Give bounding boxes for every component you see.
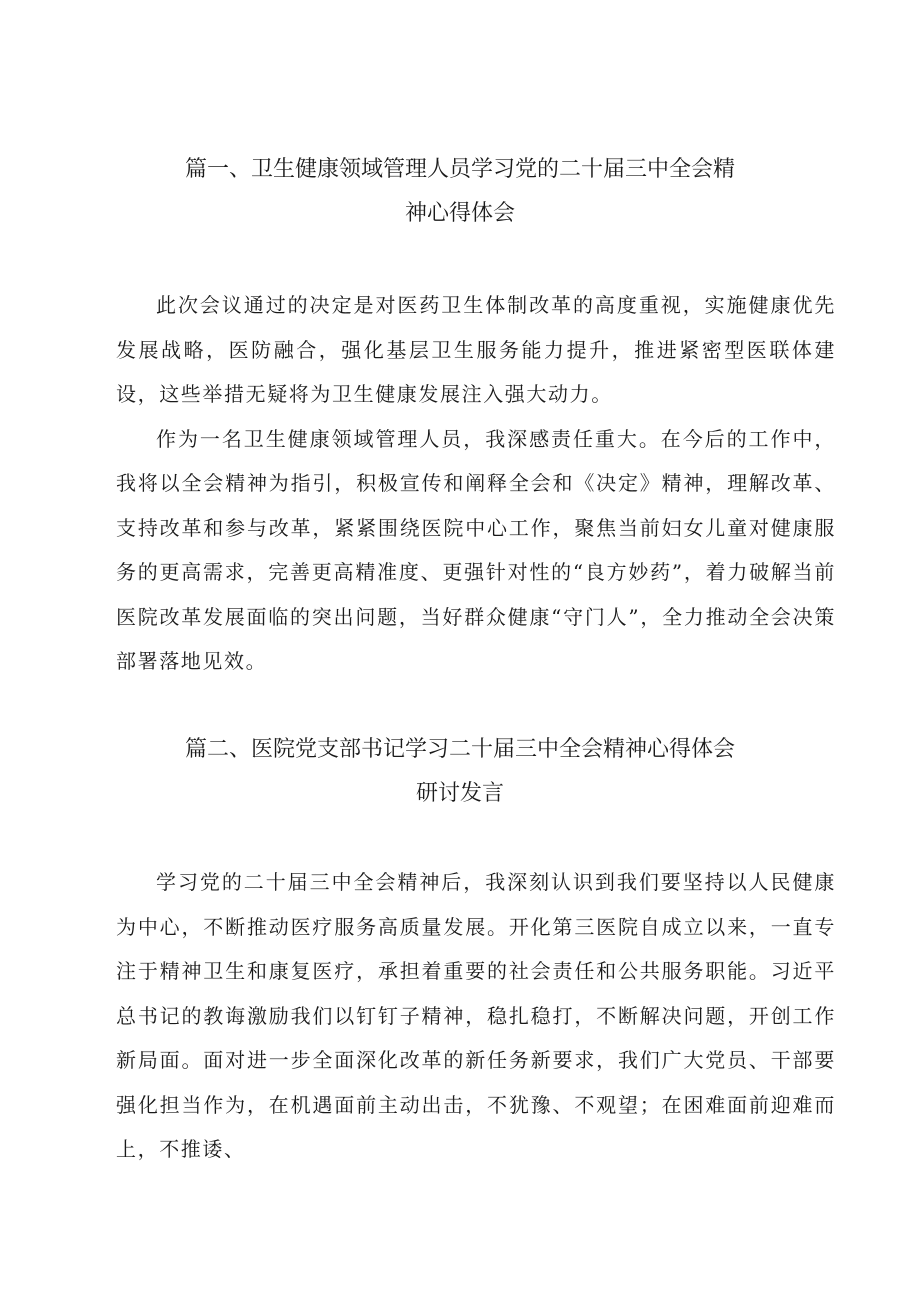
section-2-title bbox=[0, 728, 920, 816]
section-1-title-line-2: 神心得体会 bbox=[404, 201, 515, 226]
section-1-title bbox=[0, 148, 920, 236]
section-1-paragraph-1: 此次会议通过的决定是对医药卫生体制改革的高度重视，实施健康优先发展战略，医防融合，强化基层卫生服务能力提升，推进紧密型医联体建设，这些举措无疑将为卫生健康发展注入强大动力。 bbox=[116, 293, 836, 406]
section-1-title-line-1: 篇一、卫生健康领域管理人员学习党的二十届三中全会精 bbox=[184, 157, 735, 182]
section-1-body bbox=[116, 283, 836, 684]
section-2-title-line-1: 篇二、医院党支部书记学习二十届三中全会精神心得体会 bbox=[184, 737, 735, 762]
section-1-paragraph-2: 作为一名卫生健康领域管理人员，我深感责任重大。在今后的工作中，我将以全会精神为指引，积极宣传和阐释全会和《决定》精神，理解改革、支持改革和参与改革，紧紧围绕医院中心工作，聚焦当前妇女儿童对健康服务的更高需求，完善更高精准度、更强针对性的“良方妙药”，着力破解当前医院改革发展面临的突出问题，当好群众健康“守门人”，全力推动全会决策部署落地见效。 bbox=[116, 426, 836, 673]
section-2-paragraph-1: 学习党的二十届三中全会精神后，我深刻认识到我们要坚持以人民健康为中心，不断推动医疗服务高质量发展。开化第三医院自成立以来，一直专注于精神卫生和康复医疗，承担着重要的社会责任和公共服务职能。习近平总书记的教诲激励我们以钉钉子精神，稳扎稳打，不断解决问题，开创工作新局面。面对进一步全面深化改革的新任务新要求，我们广大党员、干部要强化担当作为，在机遇面前主动出击，不犹豫、不观望；在困难面前迎难而上，不推诿、 bbox=[116, 870, 836, 1161]
section-2-title-line-2: 研讨发言 bbox=[415, 781, 504, 806]
section-2-body bbox=[116, 860, 836, 1172]
